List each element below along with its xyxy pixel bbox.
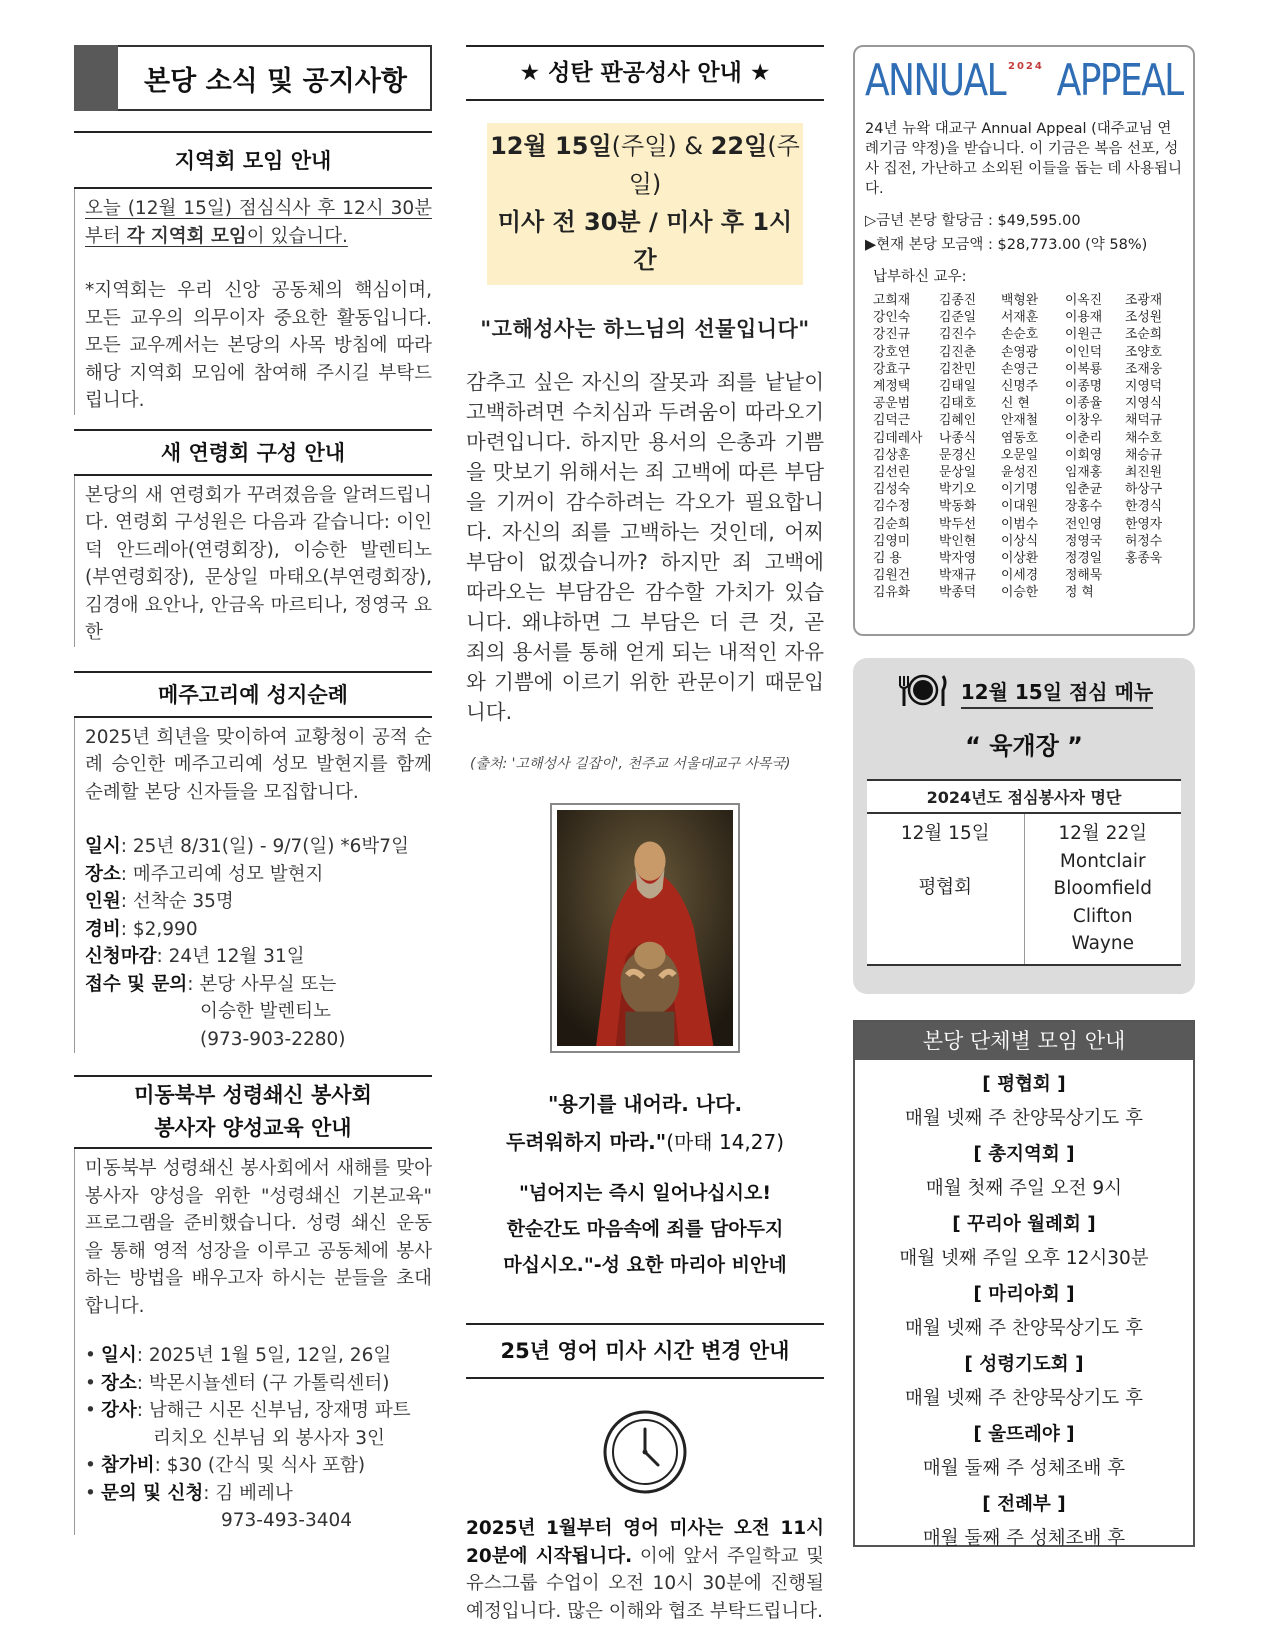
left-column [74,45,432,1535]
donor-name: 박종덕 [939,585,977,601]
label: 장소 [85,863,121,885]
donor-name: 정영국 [1065,533,1103,549]
volunteer-date-1: 12월 15일 [900,823,990,844]
logo-year: 2024 [1008,61,1044,72]
value: : 남해근 시몬 신부님, 장재명 파트 [136,1400,411,1421]
donor-name: 하상구 [1125,482,1163,498]
spirit-details [85,1342,432,1535]
bible-line2: 두려워하지 마라." [505,1130,667,1154]
value: : $30 (간식 및 식사 포함) [154,1455,366,1476]
spirit-heading [74,1075,432,1149]
group-name: [ 총지역회 ] [973,1144,1075,1165]
donor-name: 손순호 [1001,327,1039,343]
spirit-text: 미동북부 성령쇄신 봉사회에서 새해를 맞아 봉사자 양성을 위한 "성령쇄신 기본교육" 프로그램을 준비했습니다. 성령 쇄신 운동을 통해 영적 성장을 이루고 공동체에 봉사하는 방법을 배우고자 하시는 분들을 초대합니다. [85,1158,432,1317]
donor-name: 채승규 [1125,447,1163,463]
pilgrimage-intro: 2025년 희년을 맞이하여 교황청이 공적 순례 승인한 메주고리예 성모 발현지를 함께 순례할 본당 신자들을 모집합니다. [85,726,432,803]
confession-source: (출처: '고해성사 길잡이', 천주교 서울대교구 사목국) [470,756,791,772]
donor-name: 강호연 [873,344,911,360]
donor-name: 이용재 [1065,310,1103,326]
donor-name: 이상식 [1001,533,1039,549]
donor-name: 채덕규 [1125,413,1163,429]
donor-name: 김유화 [873,585,911,601]
group-item [855,1140,1193,1200]
donor-name: 이춘리 [1065,430,1103,446]
donor-name: 조재웅 [1125,361,1163,377]
contact-phone: (973-903-2280) [200,1028,346,1050]
page-title-text: 본당 소식 및 공지사항 [144,65,407,97]
donor-name: 염동호 [1001,430,1039,446]
donor-name: 김선린 [873,465,911,481]
appeal-description: 24년 뉴왁 대교구 Annual Appeal (대주교님 연례기금 약정)을 받습니다. 이 기금은 복음 선포, 성사 집전, 가난하고 소외된 이들을 돕는 데 사용됩니다. [865,121,1183,197]
spirit-heading-line2: 봉사자 양성교육 안내 [154,1116,352,1140]
contact-name: 이승한 발렌티노 [200,1001,331,1022]
donor-name: 박인현 [939,533,977,549]
saint-line1: "넘어지는 즉시 일어나십시오! [518,1182,772,1204]
donor-name: 계정택 [873,379,911,395]
donor-name: 지영식 [1125,396,1163,412]
donor-name: 강진규 [873,327,911,343]
donor-name: 강효구 [873,361,911,377]
donor-name: 김데레사 [873,430,923,446]
donor-name: 이기명 [1001,482,1039,498]
donor-name: 신명주 [1001,379,1039,395]
group-time: 매월 넷째 주 찬양묵상기도 후 [905,1108,1143,1129]
group-time: 매월 둘째 주 성체조배 후 [922,1528,1126,1549]
value: : 24년 12월 31일 [156,946,305,967]
value: : $2,990 [120,918,198,940]
district-meeting-body [74,189,432,415]
donor-name: 김원건 [873,568,911,584]
appeal-target: ▷금년 본당 할당금 : $49,595.00 [865,213,1081,229]
spirit-body [74,1149,432,1535]
mass-time-rest: 이에 앞서 주일학교 및 유스그룹 수업이 오전 10시 30분에 진행될 예정입니다. 많은 이해와 협조 부탁드립니다. [466,1545,824,1622]
donor-name: 김진수 [939,327,977,343]
group-item [855,1210,1193,1270]
label: 일시 [85,836,121,857]
donor-name: 이인덕 [1065,344,1103,360]
donor-name: 장홍수 [1065,499,1103,515]
donor-name: 김혜인 [939,413,977,429]
group-item [855,1280,1193,1340]
donor-name: 김진춘 [939,344,977,360]
donor-name: 임재홍 [1065,465,1103,481]
label: 인원 [85,891,121,912]
volunteer-table [867,779,1181,966]
group-item [855,1420,1193,1480]
group-name: [ 평협회 ] [982,1074,1066,1095]
district-meeting-note: *지역회는 우리 신앙 공동체의 핵심이며, 모든 교우의 의무이자 중요한 활동입니다. 모든 교우께서는 본당의 사목 방침에 따라 해당 지역회 모임에 참여해 주시길 부탁드립니다. [85,280,432,411]
annual-appeal-logo [865,55,1183,113]
label: 장소 [101,1372,137,1394]
label: 접수 및 문의 [85,973,188,995]
label: 참가비 [101,1455,155,1476]
bible-ref: (마태 14,27) [666,1130,785,1154]
confession-body: 감추고 싶은 자신의 잘못과 죄를 낱낱이 고백하려면 수치심과 두려움이 따라오기 마련입니다. 하지만 용서의 은총과 기쁨을 맛보기 위해서는 죄 고백에 따른 부담을 기꺼이 감수하려는 각오가 필요합니다. 자신의 죄를 고백하는 것인데, 어찌 부담이 없겠습니까? 하지만 죄 고백에 따라오는 부담감은 감수할 가치가 있습니다. 왜냐하면 그 부담은 더 큰 것, 곧 죄의 용서를 통해 얻게 되는 내적인 자유와 기쁨에 이르기 위한 관문이기 때문입니다. [466,370,824,724]
donor-name: 김 용 [873,551,902,567]
date-a: 12월 15일 [490,132,612,160]
volunteer-group-2: Bloomfield [1053,878,1152,899]
volunteer-group-2: Clifton [1072,905,1133,927]
value-cont: 리치오 신부님 외 봉사자 3인 [153,1427,385,1449]
mass-time-body [466,1515,824,1625]
donor-name: 김덕근 [873,413,911,429]
donor-name: 박동화 [939,499,977,515]
donor-name: 지영덕 [1125,379,1163,395]
elders-body [74,476,432,647]
donor-name: 김상훈 [873,447,911,463]
donor-list [873,292,1183,602]
group-time: 매월 넷째 주일 오후 12시30분 [899,1248,1149,1269]
donor-name: 서재훈 [1001,310,1039,326]
donor-name: 전인영 [1065,516,1103,532]
donor-name: 문상일 [939,465,977,481]
notice-bold: 각 지역회 모임 [126,225,247,247]
group-meetings-heading: 본당 단체별 모임 안내 [855,1022,1193,1060]
donor-name: 이원근 [1065,327,1103,343]
mass-time-heading: 25년 영어 미사 시간 변경 안내 [466,1323,824,1379]
elders-text: 본당의 새 연령회가 꾸려졌음을 알려드립니다. 연령회 구성원은 다음과 같습니다: 이인덕 안드레아(연령회장), 이승한 발렌티노(부연령회장), 문상일 마태오(부연령회장), 김경애 요안나, 안금옥 마르티나, 정영국 요한 [85,484,432,643]
donor-name: 이옥진 [1065,293,1103,308]
value: : 25년 8/31(일) - 9/7(일) *6박7일 [120,836,409,857]
clock-icon [602,1409,688,1495]
donor-name: 정 혁 [1065,585,1094,601]
spirit-heading-line1: 미동북부 성령쇄신 봉사회 [134,1083,372,1107]
donor-name: 이범수 [1001,516,1039,532]
lunch-menu-header [865,672,1183,712]
donor-name: 한영자 [1125,516,1163,532]
donor-name: 강인숙 [873,310,911,326]
dining-icon [895,672,951,712]
donor-name: 조양호 [1125,344,1163,360]
group-meetings-box [853,1020,1195,1547]
confession-heading: ★ 성탄 판공성사 안내 ★ [466,45,824,101]
pilgrimage-details [85,833,432,1053]
donor-name: 한경식 [1125,499,1163,515]
confession-times: 미사 전 30분 / 미사 후 1시간 [497,208,793,274]
donor-name: 김순희 [873,516,911,532]
donor-name: 손영광 [1001,344,1039,360]
bible-line1: "용기를 내어라. 나다. [547,1092,743,1116]
donor-name: 김종진 [939,293,977,308]
value: : 박몬시뇰센터 (구 가톨릭센터) [136,1372,390,1394]
label: 신청마감 [85,946,157,967]
donor-name: 김수정 [873,499,911,515]
saint-line2: 한순간도 마음속에 죄를 담아두지 [506,1218,784,1240]
group-time: 매월 첫째 주일 오전 9시 [925,1178,1123,1199]
date-d: (주일) [628,132,800,198]
donor-name: 정해묵 [1065,568,1103,584]
donor-name: 오문일 [1001,447,1039,463]
group-item [855,1350,1193,1410]
donor-name: 이종명 [1065,379,1103,395]
group-time: 매월 둘째 주 성체조배 후 [922,1458,1126,1479]
elders-heading: 새 연령회 구성 안내 [74,429,432,476]
right-column [853,45,1195,1547]
donor-name: 윤성진 [1001,465,1039,481]
donor-name: 이회영 [1065,447,1103,463]
donor-name: 김준일 [939,310,977,326]
donors-label: 납부하신 교우: [873,269,967,285]
saint-quote [466,1175,824,1283]
donor-name: 나종식 [939,430,977,446]
prodigal-son-painting [550,803,740,1053]
inquiry-phone: 973-493-3404 [221,1510,353,1531]
label: 일시 [101,1345,137,1366]
donor-name: 이대원 [1001,499,1039,515]
date-c: 22일 [710,132,768,160]
value: : 메주고리예 성모 발현지 [120,863,324,885]
donor-name [1125,584,1185,601]
group-time: 매월 넷째 주 찬양묵상기도 후 [905,1318,1143,1339]
donor-name: 이창우 [1065,413,1103,429]
value: : 김 베레나 [203,1482,293,1504]
value: : 본당 사무실 또는 [187,973,337,995]
value: : 선착순 35명 [120,891,234,912]
donor-name: 최진원 [1125,465,1163,481]
donor-name: 김찬민 [939,361,977,377]
middle-column [466,45,824,1625]
confession-schedule [487,123,803,285]
donor-name: 이복룡 [1065,361,1103,377]
pilgrimage-heading: 메주고리예 성지순례 [74,671,432,718]
group-name: [ 전례부 ] [982,1494,1066,1515]
confession-quote-title: "고해성사는 하느님의 선물입니다" [480,317,810,341]
volunteer-group-2: Wayne [1071,933,1134,954]
donor-name: 백형완 [1001,293,1039,308]
annual-appeal-box [853,45,1195,636]
donor-name: 손영근 [1001,361,1039,377]
label: 강사 [101,1400,137,1421]
volunteer-date-2: 12월 22일 [1058,823,1148,844]
donor-name: 안재철 [1001,413,1039,429]
lunch-menu-dish: “ 육개장 ” [965,732,1083,760]
notice-text-end: 이 있습니다. [246,225,348,247]
date-b: (주일) & [611,132,711,160]
mass-time-bold: 2025년 1월부터 영어 미사는 오전 11시 20분에 시작됩니다. [466,1518,824,1567]
volunteer-group-1: 평협회 [918,876,973,898]
group-name: [ 울뜨레야 ] [973,1424,1075,1445]
donor-name: 김태일 [939,379,977,395]
lunch-menu-title: 12월 15일 점심 메뉴 [961,676,1153,709]
pilgrimage-body [74,718,432,1054]
value: : 2025년 1월 5일, 12일, 26일 [136,1345,392,1366]
volunteer-col-2 [1025,814,1182,964]
volunteer-col-1 [867,814,1025,964]
donor-name: 채수호 [1125,430,1163,446]
donor-name: 김영미 [873,533,911,549]
group-name: [ 꾸리아 월례회 ] [952,1214,1096,1235]
donor-name: 박자영 [939,551,977,567]
donor-name: 홍종욱 [1125,551,1163,567]
district-meeting-heading: 지역회 모임 안내 [74,131,432,189]
donor-name: 이세경 [1001,568,1039,584]
donor-name: 조광재 [1125,293,1163,308]
lunch-menu-box [853,658,1195,994]
donor-name: 박재규 [939,568,977,584]
donor-name: 임춘균 [1065,482,1103,498]
donor-name: 공운범 [873,396,911,412]
donor-name: 조순희 [1125,327,1163,343]
group-name: [ 성령기도회 ] [964,1354,1084,1375]
appeal-raised: ▶현재 본당 모금액 : $28,773.00 (약 58%) [865,237,1148,253]
donor-name: 이상환 [1001,551,1039,567]
volunteer-table-body [867,814,1181,964]
donor-name: 신 현 [1001,396,1030,412]
donor-name: 박기오 [939,482,977,498]
donor-name: 김태호 [939,396,977,412]
group-name: [ 마리아회 ] [973,1284,1075,1305]
page-title [74,45,432,111]
donor-name [1125,567,1185,584]
district-meeting-notice [85,195,432,250]
saint-line3: 마십시오."-성 요한 마리아 비안네 [503,1254,787,1276]
logo-word-annual: ANNUAL [865,55,1006,106]
donor-name: 이승한 [1001,585,1039,601]
notice-text: 오늘 (12월 15일) 점심식사 후 12시 30분부터 [85,198,432,247]
donor-name: 문경신 [939,447,977,463]
title-accent-bar [74,45,118,111]
donor-name: 정경일 [1065,551,1103,567]
donor-name: 고희재 [873,293,911,308]
group-item [855,1070,1193,1130]
label: 문의 및 신청 [101,1482,204,1504]
label: 경비 [85,918,121,940]
donor-name: 김성숙 [873,482,911,498]
group-time: 매월 넷째 주 찬양묵상기도 후 [905,1388,1143,1409]
donor-name: 박두선 [939,516,977,532]
donor-name: 허정수 [1125,533,1163,549]
volunteer-table-heading: 2024년도 점심봉사자 명단 [867,781,1181,814]
logo-word-appeal: APPEAL [1057,55,1183,106]
bible-quote [466,1085,824,1161]
donor-name: 조성원 [1125,310,1163,326]
volunteer-group-2: Montclair [1059,850,1146,872]
group-item [855,1490,1193,1550]
donor-name: 이종율 [1065,396,1103,412]
